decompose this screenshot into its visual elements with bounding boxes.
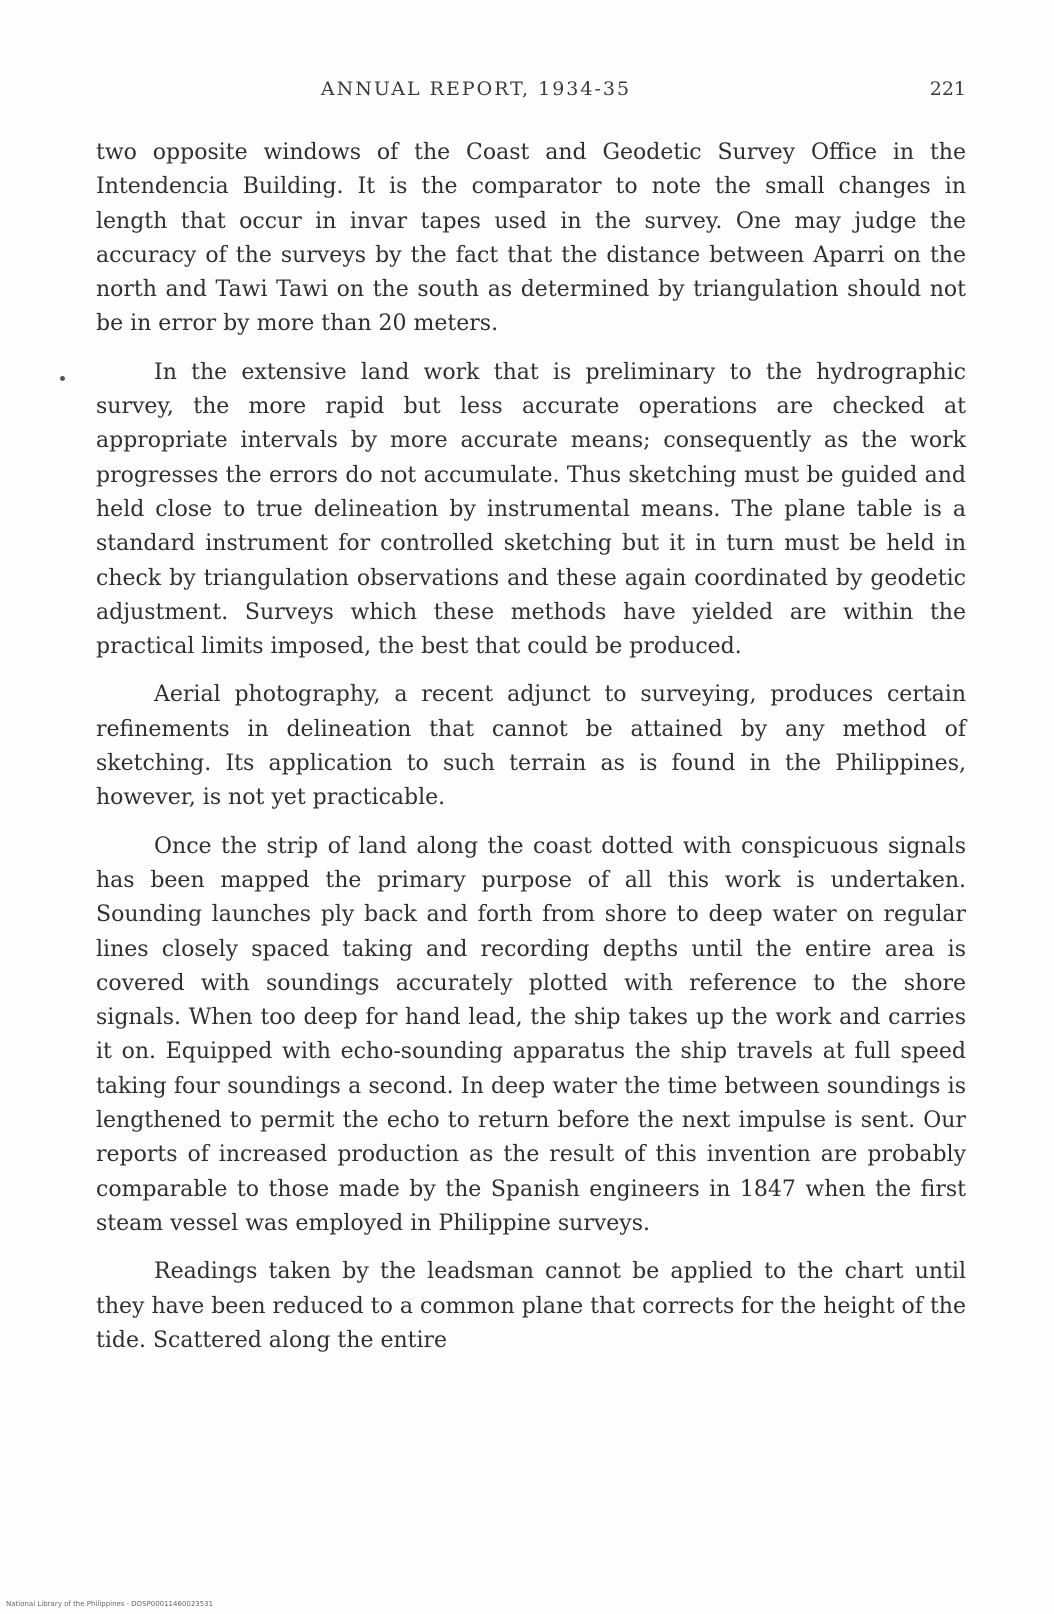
page-number: 221	[929, 78, 966, 100]
paragraph-4: Once the strip of land along the coast dotted with conspicuous signals has been mapped the primary purpose of all this work is undertaken. Sounding launches ply back and forth from shore to deep water on regular lines closely spaced taking and recording depths until the entire area is covered with soundings accurately plotted with reference to the shore signals. When too deep for hand lead, the ship takes up the work and carries it on. Equipped with echo-sounding apparatus the ship travels at full speed taking four soundings a second. In deep water the time between soundings is lengthened to permit the echo to return before the next impulse is sent. Our reports of increased production as the result of this invention are probably comparable to those made by the Spanish engineers in 1847 when the first steam vessel was employed in Philippine surveys.	[96, 833, 966, 1236]
page-body	[96, 136, 966, 1358]
paragraph-3: Aerial photography, a recent adjunct to surveying, produces certain refinements in delineation that cannot be attained by any method of sketching. Its application to such terrain as is found in the Philippines, however, is not yet practicable.	[96, 682, 966, 811]
margin-mark	[60, 376, 65, 381]
paragraph-1: two opposite windows of the Coast and Geodetic Survey Office in the Intendencia Building. It is the comparator to note the small changes in length that occur in invar tapes used in the survey. One may judge the accuracy of the surveys by the fact that the distance between Aparri on the north and Tawi Tawi on the south as determined by triangulation should not be in error by more than 20 meters.	[96, 140, 966, 337]
page-header	[96, 78, 966, 108]
archive-footer-note: National Library of the Philippines · DOSP00011460023531	[6, 1600, 214, 1608]
paragraph-2: In the extensive land work that is preliminary to the hydrographic survey, the more rapid but less accurate operations are checked at appropriate intervals by more accurate means; consequently as the work progresses the errors do not accumulate. Thus sketching must be guided and held close to true delineation by instrumental means. The plane table is a standard instrument for controlled sketching but it in turn must be held in check by triangulation observations and these again coordinated by geodetic adjustment. Surveys which these methods have yielded are within the practical limits imposed, the best that could be produced.	[96, 359, 966, 660]
running-title: ANNUAL REPORT, 1934-35	[320, 78, 632, 100]
paragraph-5: Readings taken by the leadsman cannot be applied to the chart until they have been reduced to a common plane that corrects for the height of the tide. Scattered along the entire	[96, 1259, 966, 1353]
